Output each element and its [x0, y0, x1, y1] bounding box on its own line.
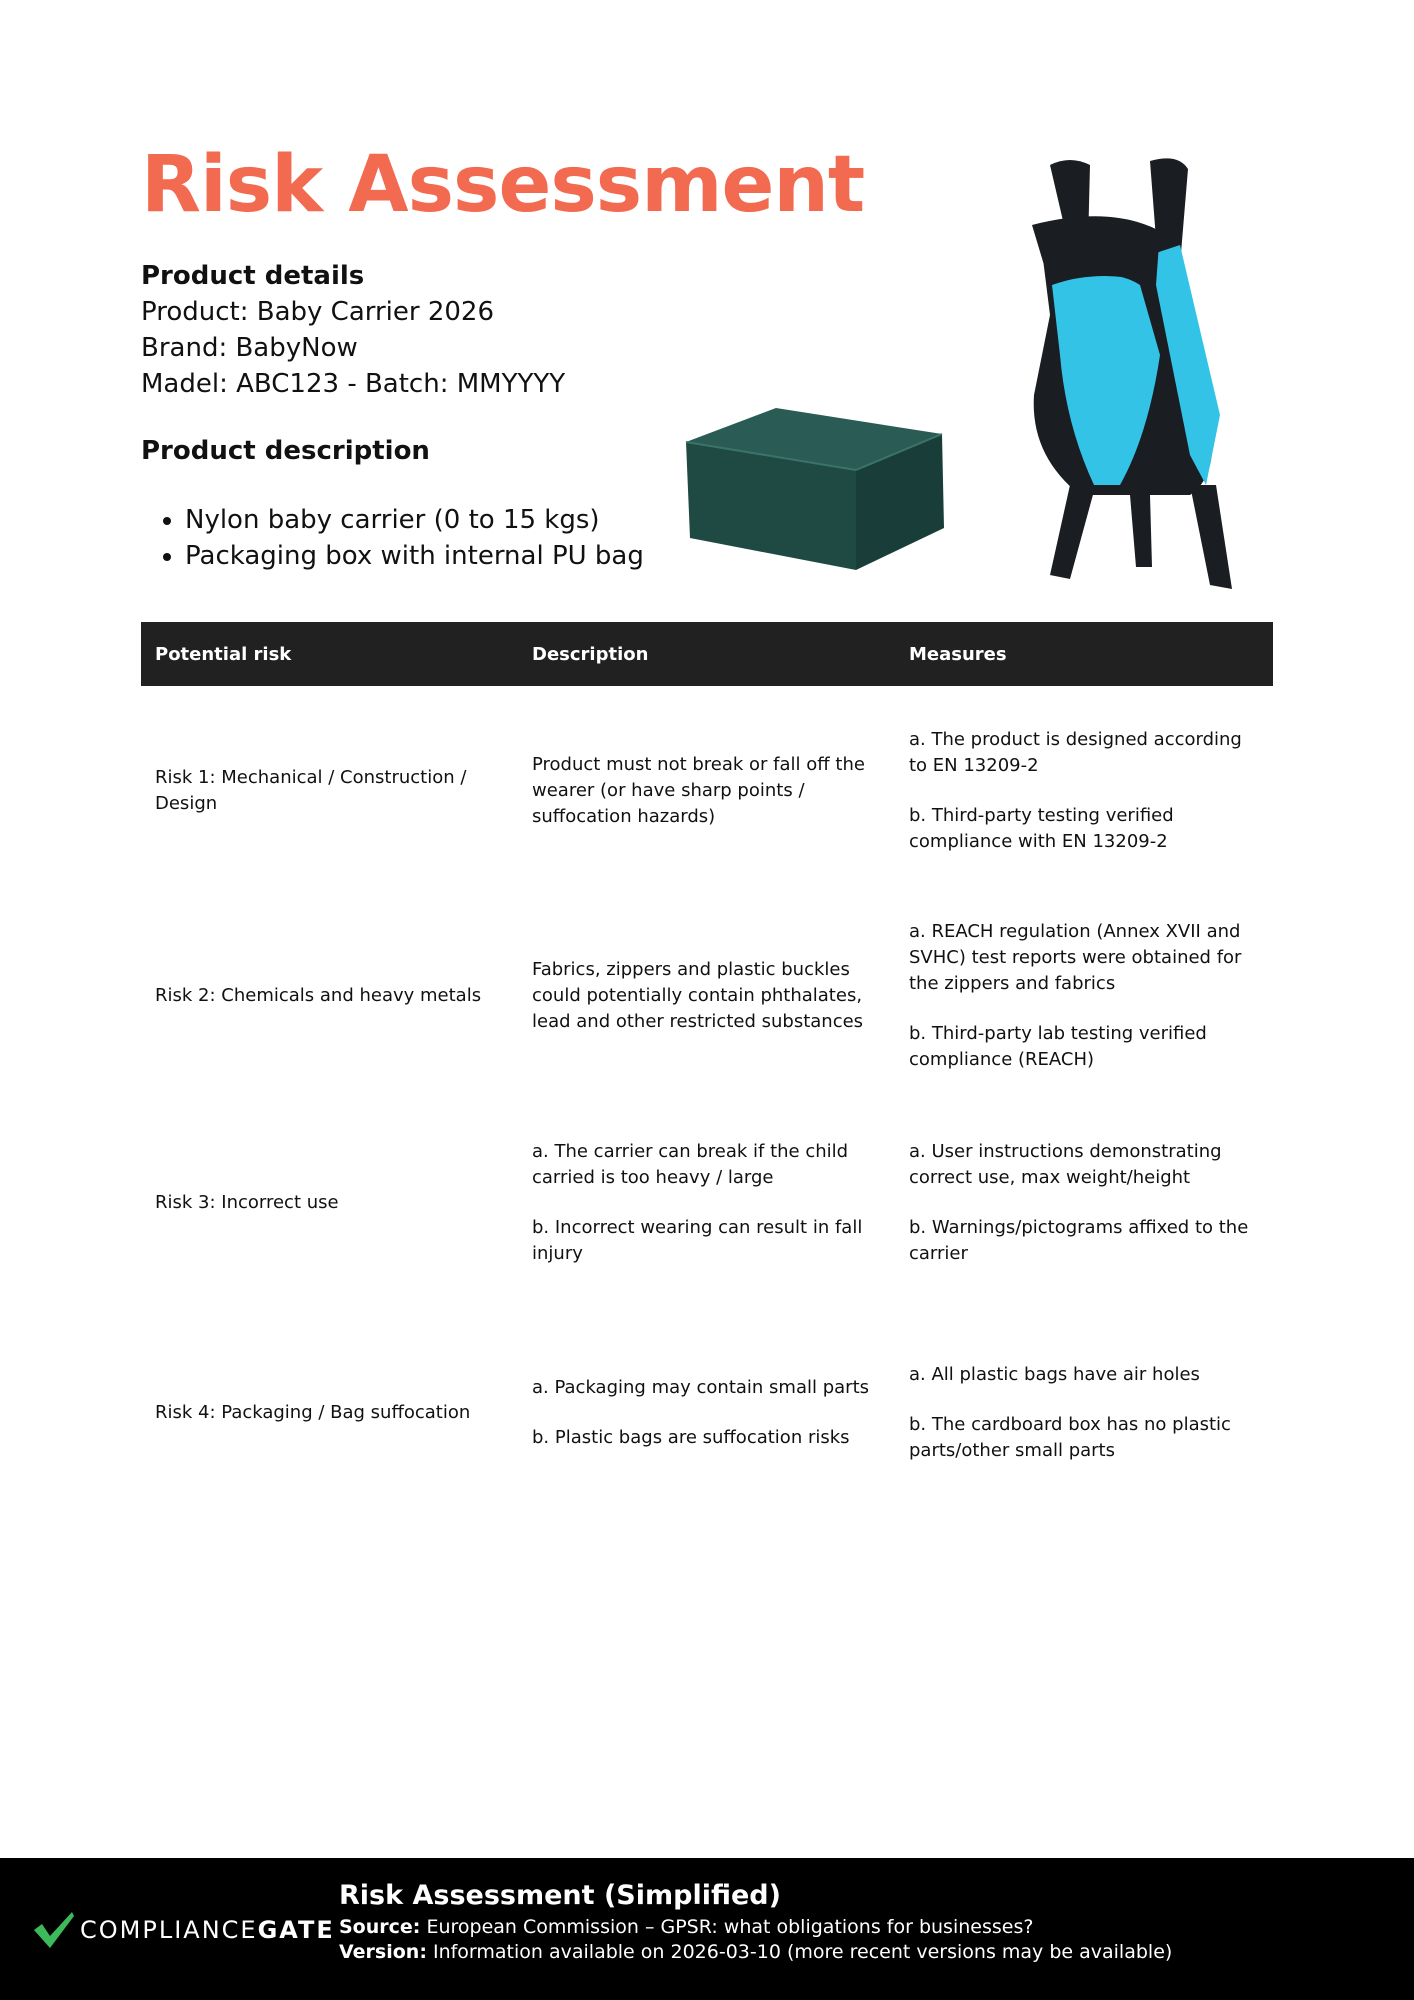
header-potential-risk: Potential risk: [141, 622, 518, 686]
description-cell: [518, 1310, 895, 1516]
risk-cell: Risk 2: Chemicals and heavy metals: [155, 985, 482, 1006]
footer: [0, 1858, 1414, 2000]
risk-cell: Risk 4: Packaging / Bag suffocation: [155, 1402, 471, 1423]
measures-cell: [895, 1096, 1273, 1310]
table-header-row: [141, 622, 1273, 686]
logo-text-light: COMPLIANCE: [80, 1916, 258, 1944]
footer-info: [339, 1880, 1172, 1965]
footer-version: [339, 1940, 1172, 1965]
measure-text: b. Third-party lab testing verified compliance (REACH): [909, 1023, 1207, 1070]
measure-text: a. All plastic bags have air holes: [909, 1364, 1200, 1385]
table-row: [141, 686, 1273, 896]
product-description-list: [141, 502, 644, 574]
logo-text-bold: GATE: [257, 1916, 335, 1944]
measures-cell: [895, 1310, 1273, 1516]
product-description-heading: Product description: [141, 436, 430, 466]
description-text: Product must not break or fall off the wearer (or have sharp points / suffocation hazards): [532, 754, 865, 827]
description-text: b. Incorrect wearing can result in fall injury: [532, 1217, 863, 1264]
measure-text: b. Warnings/pictograms affixed to the carrier: [909, 1217, 1249, 1264]
logo-wordmark: [80, 1916, 335, 1944]
header-description: Description: [518, 622, 895, 686]
description-text: b. Plastic bags are suffocation risks: [532, 1427, 850, 1448]
version-label: Version:: [339, 1941, 427, 1963]
footer-source: [339, 1915, 1172, 1940]
measure-text: a. User instructions demonstrating correct use, max weight/height: [909, 1141, 1222, 1188]
page-title: Risk Assessment: [141, 140, 865, 230]
product-details: [141, 258, 565, 402]
measures-cell: [895, 686, 1273, 896]
measure-text: a. The product is designed according to EN 13209-2: [909, 729, 1242, 776]
description-text: Fabrics, zippers and plastic buckles could potentially contain phthalates, lead and other restricted substances: [532, 959, 864, 1032]
header-measures: Measures: [895, 622, 1273, 686]
risk-cell: Risk 1: Mechanical / Construction / Design: [155, 767, 467, 814]
description-text: a. The carrier can break if the child carried is too heavy / large: [532, 1141, 849, 1188]
version-text: Information available on 2026-03-10 (more recent versions may be available): [432, 1941, 1173, 1963]
description-cell: [518, 1096, 895, 1310]
description-cell: [518, 686, 895, 896]
table-row: [141, 896, 1273, 1096]
measure-text: b. Third-party testing verified compliance with EN 13209-2: [909, 805, 1174, 852]
source-label: Source:: [339, 1916, 421, 1938]
packaging-box-image: [680, 400, 950, 580]
compliancegate-logo: [32, 1910, 335, 1950]
measure-text: a. REACH regulation (Annex XVII and SVHC) test reports were obtained for the zippers and fabrics: [909, 921, 1242, 994]
list-item: • Packaging box with internal PU bag: [185, 538, 644, 574]
measures-cell: [895, 896, 1273, 1096]
description-cell: [518, 896, 895, 1096]
measure-text: b. The cardboard box has no plastic parts/other small parts: [909, 1414, 1231, 1461]
product-details-heading: Product details: [141, 261, 365, 291]
product-model: Madel: ABC123 - Batch: MMYYYY: [141, 369, 566, 399]
checkmark-icon: [32, 1910, 76, 1950]
table-row: [141, 1096, 1273, 1310]
source-text: European Commission – GPSR: what obligations for businesses?: [426, 1916, 1034, 1938]
risk-cell: Risk 3: Incorrect use: [155, 1192, 339, 1213]
risk-table: [141, 622, 1273, 1516]
description-text: a. Packaging may contain small parts: [532, 1377, 869, 1398]
baby-carrier-image: [1010, 155, 1250, 595]
table-row: [141, 1310, 1273, 1516]
product-name: Product: Baby Carrier 2026: [141, 297, 495, 327]
footer-title: Risk Assessment (Simplified): [339, 1880, 781, 1911]
list-item: • Nylon baby carrier (0 to 15 kgs): [185, 502, 644, 538]
product-description: [141, 436, 644, 574]
product-brand: Brand: BabyNow: [141, 333, 358, 363]
